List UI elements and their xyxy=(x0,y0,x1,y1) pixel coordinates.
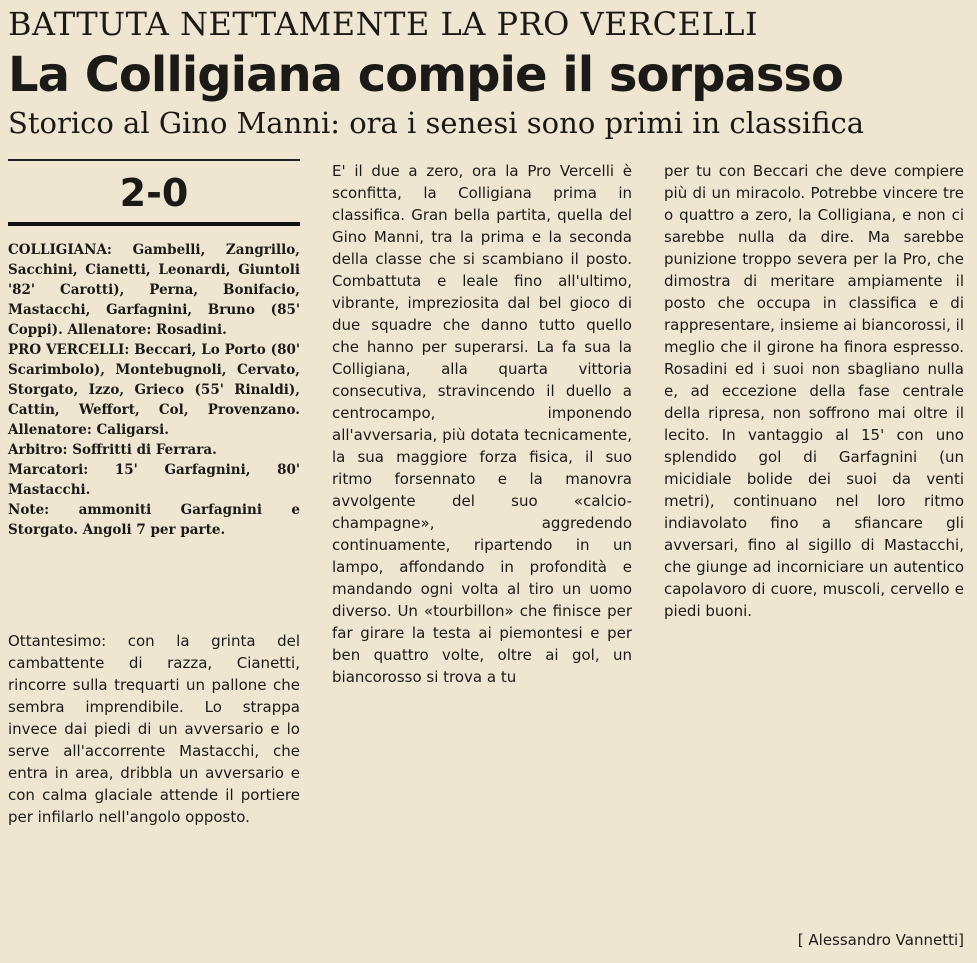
body-text-col3: per tu con Beccari che deve compiere più di un miracolo. Potrebbe vincere tre o quattro a zero, la Colligiana, e non ci sarebbe nulla da dire. Ma sarebbe punizione troppo severa per la Pro, che dimostra di meritare ampiamente il posto che occupa in classifica e di rappresentare, insieme ai biancorossi, il meglio che il girone ha finora espresso. Rosadini ed i suoi non sbagliano nulla e, ad eccezione della fase centrale della ripresa, non soffrono mai oltre il lecito. In vantaggio al 15' con uno splendido gol di Garfagnini (un micidiale bolide dei suoi da venti metri), continuano nel loro ritmo indiavolato fino a sfiancare gli avversari, fino al sigillo di Mastacchi, che giunge ad incorniciare un autentico capolavoro di cuore, muscoli, cervello e piedi buoni. xyxy=(664,162,964,620)
body-text-col1: Ottantesimo: con la grinta del cambattente di razza, Cianetti, rincorre sulla trequarti un pallone che sembra imprendibile. Lo strappa invece dai piedi di un avversario e lo serve all'accorrente Mastacchi, che entra in area, dribbla un avversario e con calma glaciale attende il portiere per infilarlo nell'angolo opposto. xyxy=(8,632,300,826)
subheadline: Storico al Gino Manni: ora i senesi sono primi in classifica xyxy=(8,106,865,140)
score-top-rule xyxy=(8,159,300,161)
headline: La Colligiana compie il sorpasso xyxy=(8,47,843,103)
body-column-1 xyxy=(8,630,300,828)
body-column-3 xyxy=(664,160,964,622)
author-byline: [ Alessandro Vannetti] xyxy=(797,931,964,949)
match-lineup-box xyxy=(8,240,300,540)
lineup-pro-vercelli: PRO VERCELLI: Beccari, Lo Porto (80' Scarimbolo), Montebugnoli, Cervato, Storgato, Izzo, Grieco (55' Rinaldi), Cattin, Weffort, Col, Provenzano. Allenatore: Caligarsi. xyxy=(8,342,300,438)
lineup-referee: Arbitro: Soffritti di Ferrara. xyxy=(8,442,217,458)
match-score: 2-0 xyxy=(119,171,189,215)
score-bottom-rule xyxy=(8,222,300,226)
lineup-colligiana: COLLIGIANA: Gambelli, Zangrillo, Sacchini, Cianetti, Leonardi, Giuntoli '82' Carotti), Perna, Bonifacio, Mastacchi, Garfagnini, Bruno (85' Coppi). Allenatore: Rosadini. xyxy=(8,242,300,338)
body-column-2 xyxy=(332,160,632,688)
kicker: BATTUTA NETTAMENTE LA PRO VERCELLI xyxy=(8,5,759,43)
lineup-scorers: Marcatori: 15' Garfagnini, 80' Mastacchi. xyxy=(8,462,300,498)
body-text-col2: E' il due a zero, ora la Pro Vercelli è sconfitta, la Colligiana prima in classifica. Gran bella partita, quella del Gino Manni, tra la prima e la seconda della classe che si scambiano il posto. Combattuta e leale fino all'ultimo, vibrante, impreziosita dal bel gioco di due squadre che danno tutto quello che hanno per superarsi. La fa sua la Colligiana, alla quarta vittoria consecutiva, stravincendo il duello a centrocampo, imponendo all'avversaria, più dotata tecnicamente, la sua maggiore forza fisica, il suo ritmo forsennato e la manovra avvolgente del suo «calcio-champagne», aggredendo continuamente, ripartendo in un lampo, affondando in profondità e mandando ogni volta al tiro un uomo diverso. Un «tourbillon» che finisce per far girare la testa ai piemontesi e per ben quattro volte, oltre ai gol, un biancorosso si trova a tu xyxy=(332,162,632,686)
lineup-notes: Note: ammoniti Garfagnini e Storgato. Angoli 7 per parte. xyxy=(8,502,300,538)
